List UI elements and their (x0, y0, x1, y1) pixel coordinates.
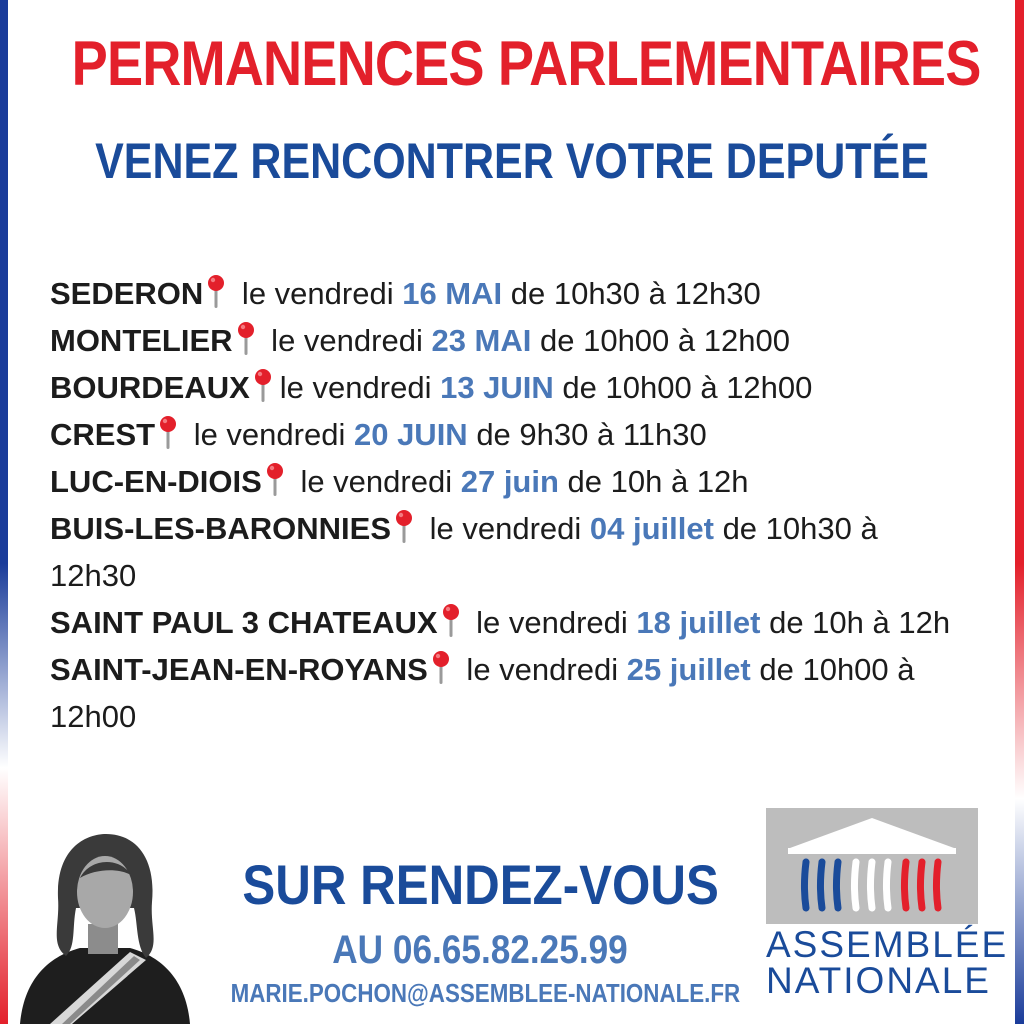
map-pin-icon (235, 321, 257, 357)
map-pin-icon (430, 650, 452, 686)
map-pin-icon (157, 415, 179, 451)
schedule-city: LUC-EN-DIOIS (50, 464, 262, 499)
schedule-city: BUIS-LES-BARONNIES (50, 511, 392, 546)
schedule-time: de 10h00 à 12h00 (553, 370, 813, 405)
logo-text-line1: ASSEMBLÉE (766, 924, 1009, 965)
deputy-portrait (10, 828, 200, 1024)
schedule-day: le vendredi (457, 652, 627, 687)
schedule-city: SEDERON (50, 276, 204, 311)
schedule-day: le vendredi (421, 511, 590, 546)
schedule-city: SAINT PAUL 3 CHATEAUX (50, 605, 438, 640)
logo-building-box (766, 808, 978, 924)
appointment-heading: SUR RENDEZ-VOUS (242, 853, 719, 916)
page-subtitle: VENEZ RENCONTRER VOTRE DEPUTÉE (95, 133, 929, 189)
schedule-date: 25 juillet (626, 652, 751, 687)
schedule-item (50, 599, 970, 646)
schedule-city: MONTELIER (50, 323, 233, 358)
schedule-city: CREST (50, 417, 156, 452)
schedule-time: de 10h30 à 12h30 (502, 276, 761, 311)
schedule-time: de 10h30 à 12h30 (50, 511, 878, 593)
schedule-day: le vendredi (467, 605, 637, 640)
schedule-item (50, 646, 970, 740)
map-pin-icon (205, 274, 227, 310)
phone-number: AU 06.65.82.25.99 (332, 928, 628, 972)
map-pin-icon (264, 462, 286, 498)
schedule-list (50, 270, 970, 740)
schedule-date: 20 JUIN (353, 417, 468, 452)
assemblee-nationale-logo (766, 808, 1009, 1001)
schedule-time: de 10h00 à 12h00 (531, 323, 790, 358)
schedule-date: 18 juillet (636, 605, 761, 640)
flag-stripe-left (0, 0, 8, 1024)
schedule-day: le vendredi (291, 464, 461, 499)
schedule-date: 16 MAI (402, 276, 503, 311)
schedule-item (50, 317, 970, 364)
schedule-item (50, 411, 970, 458)
schedule-day: le vendredi (185, 417, 354, 452)
map-pin-icon (252, 368, 274, 404)
schedule-date: 04 juillet (589, 511, 714, 546)
email-address: MARIE.POCHON@ASSEMBLEE-NATIONALE.FR (230, 978, 741, 1008)
schedule-city: SAINT-JEAN-EN-ROYANS (50, 652, 428, 687)
map-pin-icon (393, 509, 415, 545)
schedule-date: 23 MAI (431, 323, 532, 358)
schedule-time: de 9h30 à 11h30 (467, 417, 707, 452)
schedule-item (50, 364, 970, 411)
logo-text-line2: NATIONALE (766, 960, 991, 1001)
schedule-day: le vendredi (279, 370, 441, 405)
flag-stripe-right (1015, 0, 1024, 1024)
parliament-building-icon (766, 808, 978, 924)
schedule-time: de 10h à 12h (558, 464, 749, 499)
schedule-time: de 10h00 à 12h00 (50, 652, 915, 734)
schedule-date: 13 JUIN (440, 370, 554, 405)
schedule-city: BOURDEAUX (50, 370, 250, 405)
schedule-item (50, 505, 970, 599)
schedule-day: le vendredi (262, 323, 432, 358)
map-pin-icon (440, 603, 462, 639)
schedule-item (50, 270, 970, 317)
page-title: PERMANENCES PARLEMENTAIRES (71, 29, 981, 99)
schedule-date: 27 juin (460, 464, 559, 499)
schedule-time: de 10h à 12h (760, 605, 951, 640)
schedule-day: le vendredi (233, 276, 403, 311)
schedule-item (50, 458, 970, 505)
